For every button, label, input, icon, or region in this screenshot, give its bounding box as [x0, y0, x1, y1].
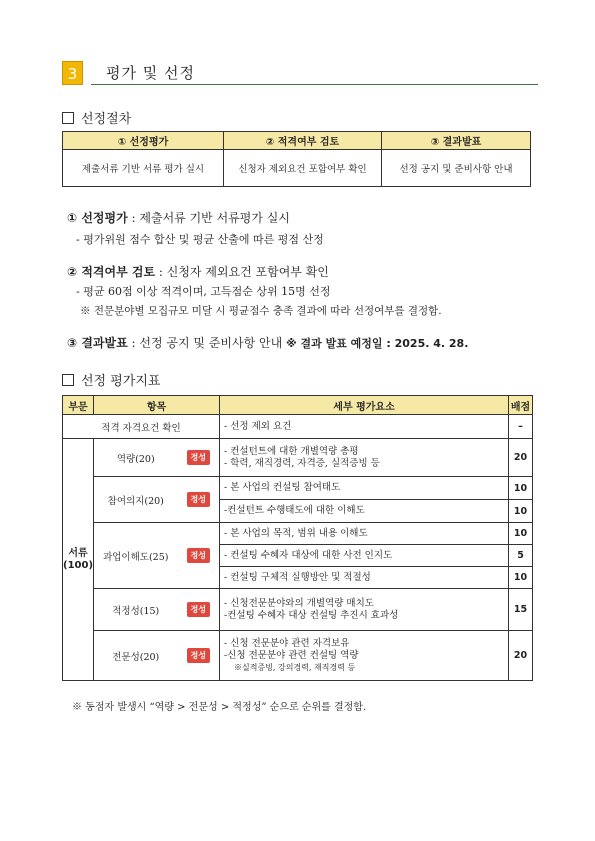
detail-expertise — [220, 631, 509, 681]
badge-cell — [178, 477, 220, 523]
eval-header-score: 배점 — [509, 396, 533, 415]
item-understanding: 과업이해도(25) — [94, 523, 178, 589]
eligibility-item: 적격 자격요건 확인 — [63, 415, 220, 439]
procedure-cell-3: 선정 공지 및 준비사항 안내 — [382, 150, 531, 187]
badge-cell — [178, 589, 220, 631]
step-1 — [67, 209, 290, 226]
step-3-note: ※ 결과 발표 예정일 : 2025. 4. 28. — [285, 337, 469, 350]
section-divider — [91, 84, 538, 85]
procedure-cell-2: 신청자 제외요건 포함여부 확인 — [224, 150, 382, 187]
section-title: 평가 및 선정 — [106, 64, 195, 82]
detail-line: - 학력, 재직경력, 자격증, 실적증빙 등 — [224, 457, 380, 469]
qualitative-badge: 정성 — [187, 648, 210, 663]
detail-willingness-1: - 본 사업의 컨설팅 참여태도 — [220, 477, 509, 500]
part-points: (100) — [63, 559, 94, 571]
detail-suitability — [220, 589, 509, 631]
eval-header-detail: 세부 평가요소 — [220, 396, 509, 415]
step-2-sub-2: ※ 전문분야별 모집규모 미달 시 평균점수 충족 결과에 따라 선정여부를 결정함. — [80, 305, 442, 317]
step-2 — [67, 263, 329, 280]
detail-note: ※실적증빙, 강의경력, 재직경력 등 — [234, 662, 356, 672]
procedure-heading-text: 선정절차 — [81, 112, 132, 127]
badge-cell — [178, 523, 220, 589]
step-3 — [67, 334, 468, 351]
qualitative-badge: 정성 — [187, 548, 210, 563]
tiebreak-footnote: ※ 동점자 발생시 “역량 > 전문성 > 적정성” 순으로 순위를 결정함. — [72, 702, 367, 713]
qualitative-badge: 정성 — [187, 492, 210, 507]
detail-line: - 컨설턴트에 대한 개별역량 총평 — [224, 445, 359, 457]
badge-cell — [178, 439, 220, 477]
score-willingness-1: 10 — [509, 477, 533, 500]
procedure-heading — [62, 108, 131, 127]
score-understanding-2: 5 — [509, 545, 533, 567]
eval-table — [62, 395, 533, 681]
part-cell — [63, 439, 94, 681]
detail-line: -신청 전문분야 관련 컨설팅 역량 — [224, 649, 359, 661]
step-2-desc: : 신청자 제외요건 포함여부 확인 — [155, 265, 329, 279]
procedure-header-3: ③ 결과발표 — [382, 132, 531, 150]
score-expertise: 20 — [509, 631, 533, 681]
detail-understanding-2: - 컨설팅 수혜자 대상에 대한 사전 인지도 — [220, 545, 509, 567]
score-suitability: 15 — [509, 589, 533, 631]
detail-understanding-1: - 본 사업의 목적, 범위 내용 이해도 — [220, 523, 509, 545]
item-expertise: 전문성(20) — [94, 631, 178, 681]
step-3-title: ③ 결과발표 — [67, 336, 128, 350]
detail-willingness-2: -컨설턴트 수행태도에 대한 이해도 — [220, 500, 509, 523]
step-1-desc: : 제출서류 기반 서류평가 실시 — [127, 211, 290, 225]
checkbox-square-icon — [62, 112, 74, 124]
qualitative-badge: 정성 — [187, 450, 210, 465]
procedure-cell-1: 제출서류 기반 서류 평가 실시 — [63, 150, 224, 187]
eval-header-item: 항목 — [94, 396, 220, 415]
eligibility-score: – — [509, 415, 533, 439]
eligibility-detail: - 선정 제외 요건 — [220, 415, 509, 439]
procedure-table — [62, 131, 531, 187]
section-number: 3 — [62, 61, 83, 85]
badge-cell — [178, 631, 220, 681]
detail-line: - 신청전문분야와의 개별역량 매치도 — [224, 597, 374, 609]
procedure-header-2: ② 적격여부 검토 — [224, 132, 382, 150]
step-1-title: ① 선정평가 — [67, 211, 128, 225]
score-willingness-2: 10 — [509, 500, 533, 523]
procedure-header-1: ① 선정평가 — [63, 132, 224, 150]
qualitative-badge: 정성 — [187, 602, 210, 617]
step-2-title: ② 적격여부 검토 — [67, 265, 156, 279]
checkbox-square-icon — [62, 374, 74, 386]
detail-line: - 신청 전문분야 관련 자격보유 — [224, 637, 350, 649]
step-2-sub-1: - 평균 60점 이상 적격이며, 고득점순 상위 15명 선정 — [76, 285, 331, 298]
detail-understanding-3: - 컨설팅 구체적 실행방안 및 적절성 — [220, 567, 509, 589]
item-willingness: 참여의지(20) — [94, 477, 178, 523]
score-understanding-1: 10 — [509, 523, 533, 545]
part-label: 서류 — [68, 547, 88, 559]
item-suitability: 적정성(15) — [94, 589, 178, 631]
step-3-desc: : 선정 공지 및 준비사항 안내 — [127, 336, 286, 350]
eval-header-part: 부문 — [63, 396, 94, 415]
score-competence: 20 — [509, 439, 533, 477]
detail-competence — [220, 439, 509, 477]
step-1-sub: - 평가위원 점수 합산 및 평균 산출에 따른 평점 산정 — [76, 233, 324, 246]
eval-heading — [62, 370, 160, 389]
detail-line: -컨설팅 수혜자 대상 컨설팅 추진시 효과성 — [224, 609, 399, 621]
item-competence: 역량(20) — [94, 439, 178, 477]
score-understanding-3: 10 — [509, 567, 533, 589]
eval-heading-text: 선정 평가지표 — [81, 374, 161, 389]
